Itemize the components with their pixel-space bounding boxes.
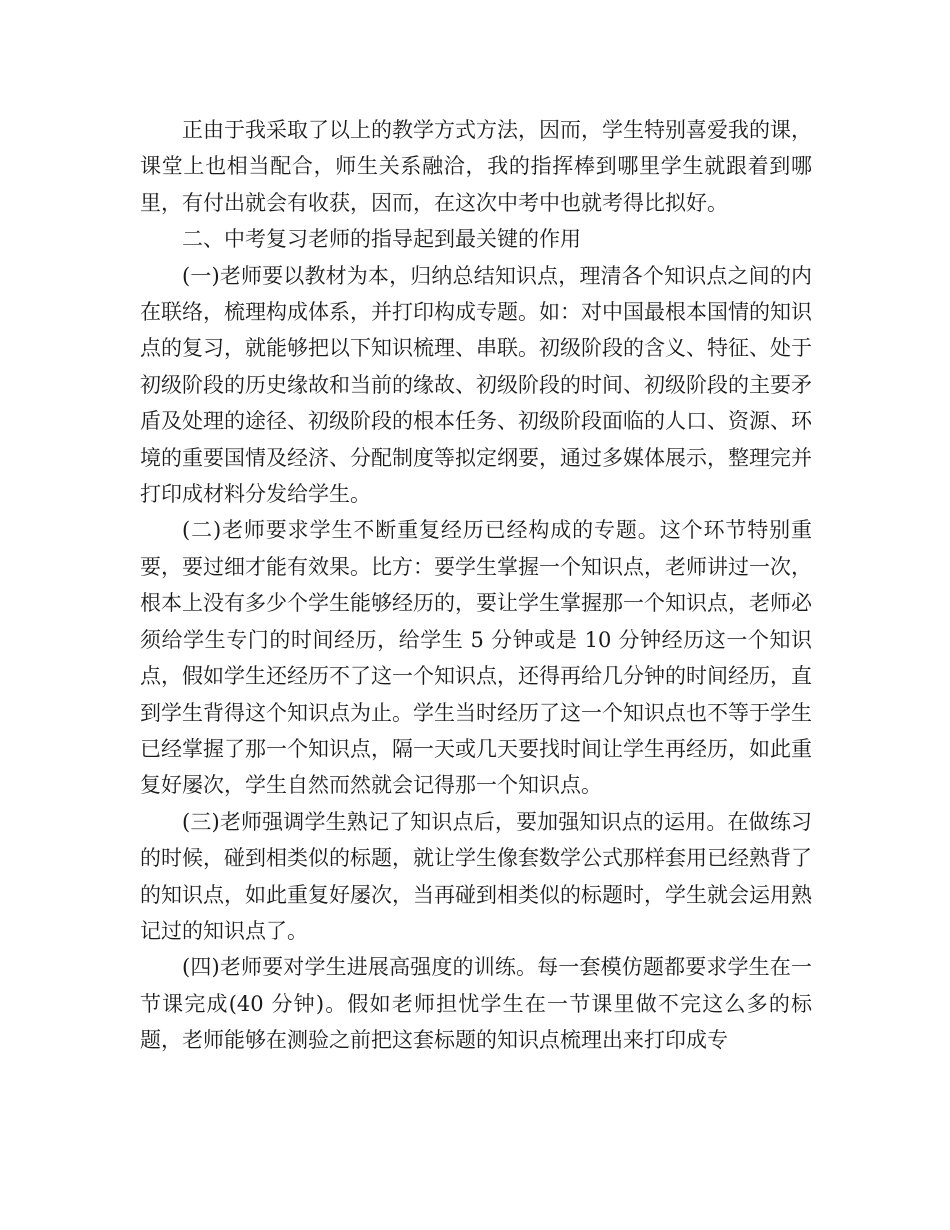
section-heading-2: 二、中考复习老师的指导起到最关键的作用 [182,227,581,252]
paragraph-point-2: (二)老师要求学生不断重复经历已经构成的专题。这个环节特别重要，要过细才能有效果。比方：要学生掌握一个知识点，老师讲过一次，根本上没有多少个学生能够经历的，要让学生掌握那一个知识点，老师必须给学生专门的时间经历，给学生 5 分钟或是 10 分钟经历这一个知识点，假如学生还经历不了这一个知识点，还得再给几分钟的时间经历，直到学生背得这个知识点为止。学生当时经历了这一个知识点也不等于学生已经掌握了那一个知识点，隔一天或几天要找时间让学生再经历，如此重复好屡次，学生自然而然就会记得那一个知识点。 [140,518,812,798]
paragraph-point-3: (三)老师强调学生熟记了知识点后，要加强知识点的运用。在做练习的时候，碰到相类似的标题，就让学生像套数学公式那样套用已经熟背了的知识点，如此重复好屡次，当再碰到相类似的标题时，学生就会运用熟记过的知识点了。 [140,809,812,943]
paragraph-point-1: (一)老师要以教材为本，归纳总结知识点，理清各个知识点之间的内在联络，梳理构成体系，并打印构成专题。如：对中国最根本国情的知识点的复习，就能够把以下知识梳理、串联。初级阶段的含义、特征、处于初级阶段的历史缘故和当前的缘故、初级阶段的时间、初级阶段的主要矛盾及处理的途径、初级阶段的根本任务、初级阶段面临的人口、资源、环境的重要国情及经济、分配制度等拟定纲要，通过多媒体展示，整理完并打印成材料分发给学生。 [140,263,812,507]
paragraph-point-4: (四)老师要对学生进展高强度的训练。每一套模仿题都要求学生在一节课完成(40 分钟)。假如老师担忧学生在一节课里做不完这么多的标题，老师能够在测验之前把这套标题的知识点梳理出来打印成专 [140,955,812,1053]
paragraph-teaching-method-result: 正由于我采取了以上的教学方式方法，因而，学生特别喜爱我的课，课堂上也相当配合，师生关系融洽，我的指挥棒到哪里学生就跟着到哪里，有付出就会有收获，因而，在这次中考中也就考得比拟好。 [140,118,812,215]
document-body [140,112,812,1059]
